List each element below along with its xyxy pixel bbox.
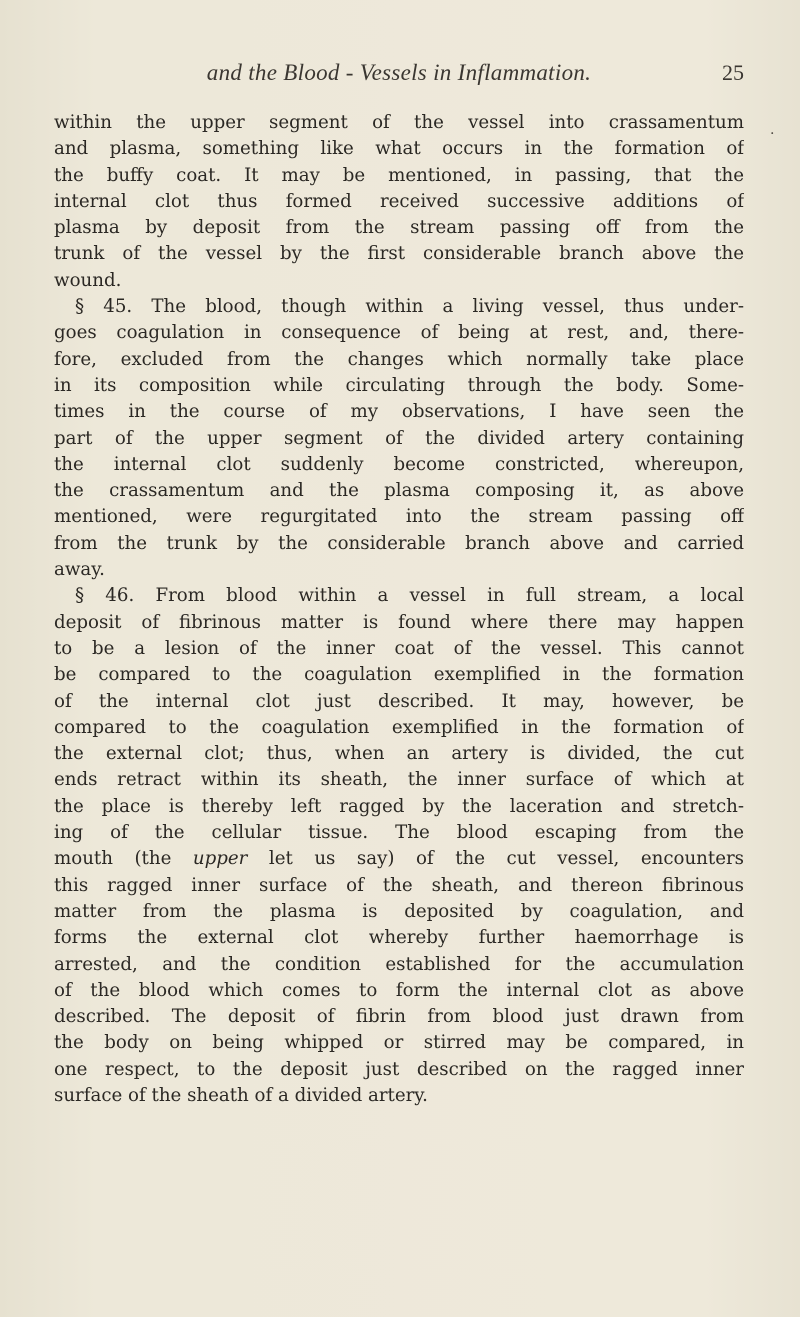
text-line: trunk of the vessel by the first considerable branch above the: [54, 243, 744, 265]
text-line: goes coagulation in consequence of being at rest, and, there-: [54, 322, 744, 344]
text-line: and plasma, something like what occurs in the formation of: [54, 138, 744, 160]
text-line: within the upper segment of the vessel into crassamentum: [54, 112, 744, 133]
text-line: ing of the cellular tissue. The blood escaping from the: [54, 822, 744, 844]
text-line: the buffy coat. It may be mentioned, in passing, that the: [54, 164, 744, 186]
text-line: internal clot thus formed received successive additions of: [54, 190, 744, 212]
body-text: [54, 110, 744, 1109]
text-line: the place is thereby left ragged by the laceration and stretch-: [54, 795, 744, 817]
text-line: the body on being whipped or stirred may be compared, in: [54, 1032, 744, 1054]
text-line: one respect, to the deposit just described on the ragged inner: [54, 1058, 744, 1080]
text-line: of the internal clot just described. It may, however, be: [54, 690, 744, 712]
text-line: forms the external clot whereby further haemorrhage is: [54, 927, 744, 949]
text-line: described. The deposit of fibrin from blood just drawn from: [54, 1006, 744, 1028]
text-line: arrested, and the condition established for the accumulation: [54, 953, 744, 975]
running-head: [54, 60, 744, 94]
text-line: of the blood which comes to form the internal clot as above: [54, 979, 744, 1001]
section-46-start: § 46. From blood within a vessel in full stream, a local: [75, 585, 744, 607]
text-line: the crassamentum and the plasma composing it, as above: [54, 480, 744, 502]
section-45-start: § 45. The blood, though within a living vessel, thus under-: [75, 296, 744, 318]
text-line: mentioned, were regurgitated into the stream passing off: [54, 506, 744, 528]
text-line: fore, excluded from the changes which normally take place: [54, 348, 744, 370]
text-line: wound.: [54, 269, 122, 291]
running-title: and the Blood - Vessels in Inflammation.: [206, 60, 592, 85]
text-line: plasma by deposit from the stream passing off from the: [54, 217, 744, 239]
text-line-with-emphasis: [54, 846, 744, 872]
text-line: in its composition while circulating through the body. Some-: [54, 374, 744, 396]
text-line: the internal clot suddenly become constricted, whereupon,: [54, 453, 744, 475]
page-number: 25: [722, 60, 744, 85]
text-run: mouth (the: [54, 848, 193, 870]
text-line: this ragged inner surface of the sheath, and thereon fibrinous: [54, 874, 744, 896]
text-line: be compared to the coagulation exemplified in the formation: [54, 664, 744, 686]
text-line: away.: [54, 559, 105, 581]
text-line: compared to the coagulation exemplified in the formation of: [54, 716, 744, 738]
text-line: the external clot; thus, when an artery is divided, the cut: [54, 743, 744, 765]
text-line: part of the upper segment of the divided artery containing: [54, 427, 744, 449]
text-line: times in the course of my observations, I have seen the: [54, 401, 744, 423]
margin-dot: .: [770, 122, 775, 138]
text-line: surface of the sheath of a divided artery.: [54, 1084, 428, 1106]
text-run: let us say) of the cut vessel, encounters: [247, 848, 744, 870]
text-line: to be a lesion of the inner coat of the vessel. This cannot: [54, 637, 744, 659]
text-line: matter from the plasma is deposited by coagulation, and: [54, 900, 744, 922]
text-line: from the trunk by the considerable branch above and carried: [54, 532, 744, 554]
text-line: deposit of fibrinous matter is found where there may happen: [54, 611, 744, 633]
emphasized-word: upper: [192, 848, 248, 870]
text-line: ends retract within its sheath, the inner surface of which at: [54, 769, 744, 791]
